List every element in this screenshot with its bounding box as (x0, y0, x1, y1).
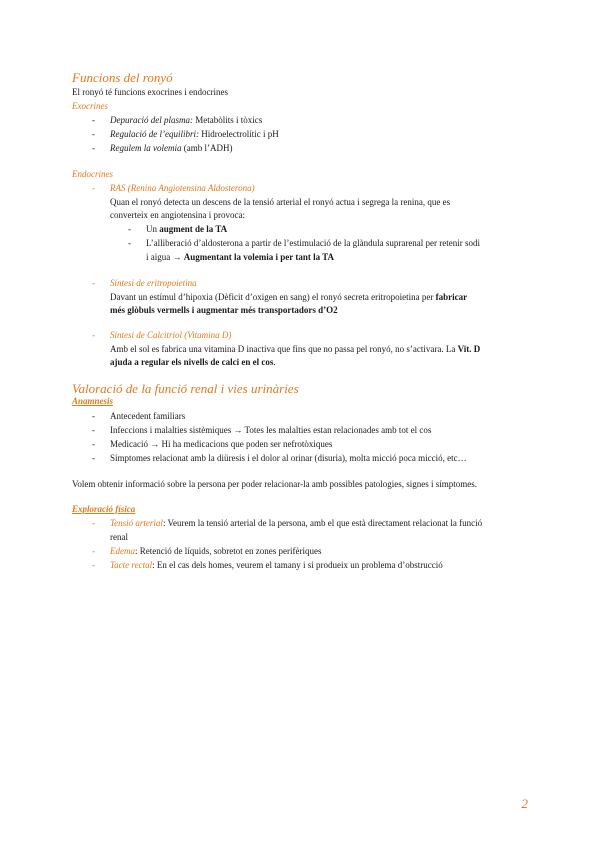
section-title-valoracio: Valoració de la funció renal i vies urinàries (72, 381, 299, 396)
anamnesis-item: Infeccions i malalties sistèmiques → Totes les malalties estan relacionades amb tot el cos (110, 425, 432, 435)
anamnesis-item: Antecedent familiars (110, 411, 186, 421)
calcitriol-text-line2: ajuda a regular els nivells de calci en el cos. (110, 357, 276, 367)
ras-sub-item-1: Un augment de la TA (146, 224, 228, 234)
bullet-dash: - (92, 453, 95, 463)
exploracio-item: Tacte rectal: En el cas dels homes, veurem el tamany i si produeix un problema d’obstrucció (110, 560, 443, 570)
subtitle-anamnesis: Anamnesis (72, 396, 114, 406)
subtitle-endocrines: Endocrines (72, 169, 113, 179)
subtitle-exocrines: Exocrines (72, 101, 108, 111)
bullet-dash: - (92, 518, 95, 528)
ras-text-line1: Quan el ronyó detecta un descens de la tensió arterial el ronyó actua i segrega la renina, que es (110, 197, 451, 207)
bullet-dash: - (92, 115, 95, 125)
bullet-dash: - (92, 129, 95, 139)
bullet-dash: - (92, 411, 95, 421)
sub-bullet-dash: - (128, 224, 131, 234)
section-title-funcions: Funcions del ronyó (72, 70, 173, 85)
exploracio-item: Tensió arterial: Veurem la tensió arterial de la persona, amb el que està directament relacionat la funció (110, 518, 483, 528)
ras-sub-item-2-line1: L’alliberació d’aldosterona a partir de l’estimulació de la glàndula suprarenal per retenir sodi (146, 238, 481, 248)
intro-text: El ronyó té funcions exocrines i endocrines (72, 87, 228, 97)
epo-text-line1: Davant un estímul d’hipoxia (Dèficit d’oxigen en sang) el ronyó secreta eritropoietina per fabricar (110, 292, 468, 302)
anamnesis-item: Medicació → Hi ha medicacions que poden ser nefrotòxiques (110, 439, 333, 449)
bullet-dash: - (92, 546, 95, 556)
epo-title: Síntesi de eritropoietina (110, 278, 197, 288)
page-number: 2 (521, 796, 528, 811)
ras-title: RAS (Renina Angiotensina Aldosterona) (110, 183, 255, 193)
sub-bullet-dash: - (128, 238, 131, 248)
ras-text-line2: converteix en angiotensina i provoca: (110, 210, 245, 220)
bullet-dash: - (92, 330, 95, 340)
ras-sub-item-2-line2: i aigua → Augmentant la volemia i per tant la TA (146, 252, 334, 262)
epo-text-line2: més glòbuls vermells i augmentar més transportadors d’O2 (110, 305, 338, 315)
bullet-dash: - (92, 439, 95, 449)
bullet-dash: - (92, 278, 95, 288)
exocrine-item: Regulació de l’equilibri: Hidroelectrolític i pH (110, 129, 279, 139)
subtitle-exploracio: Exploració física (72, 504, 136, 514)
bullet-dash: - (92, 183, 95, 193)
exploracio-item: Edema: Retenció de líquids, sobretot en zones perifèriques (110, 546, 322, 556)
exocrine-item: Depuració del plasma: Metabòlits i tòxics (110, 115, 263, 125)
bullet-dash: - (92, 143, 95, 153)
calcitriol-text-line1: Amb el sol es fabrica una vitamina D inactiva que fins que no passa pel ronyó, no s’activara. La Vit. D (110, 344, 481, 354)
bullet-dash: - (92, 560, 95, 570)
calcitriol-title: Síntesi de Calcitriol (Vitamina D) (110, 330, 232, 340)
anamnesis-item: Símptomes relacionat amb la diüresis i el dolor al orinar (disuria), molta micció poca micció, etc… (110, 453, 467, 463)
bullet-dash: - (92, 425, 95, 435)
exocrine-item: Regulem la volemia (amb l’ADH) (110, 143, 233, 153)
exploracio-item-continuation: renal (110, 532, 128, 542)
summary-text: Volem obtenir informació sobre la persona per poder relacionar-la amb possibles patologies, signes i símptomes. (72, 479, 478, 489)
